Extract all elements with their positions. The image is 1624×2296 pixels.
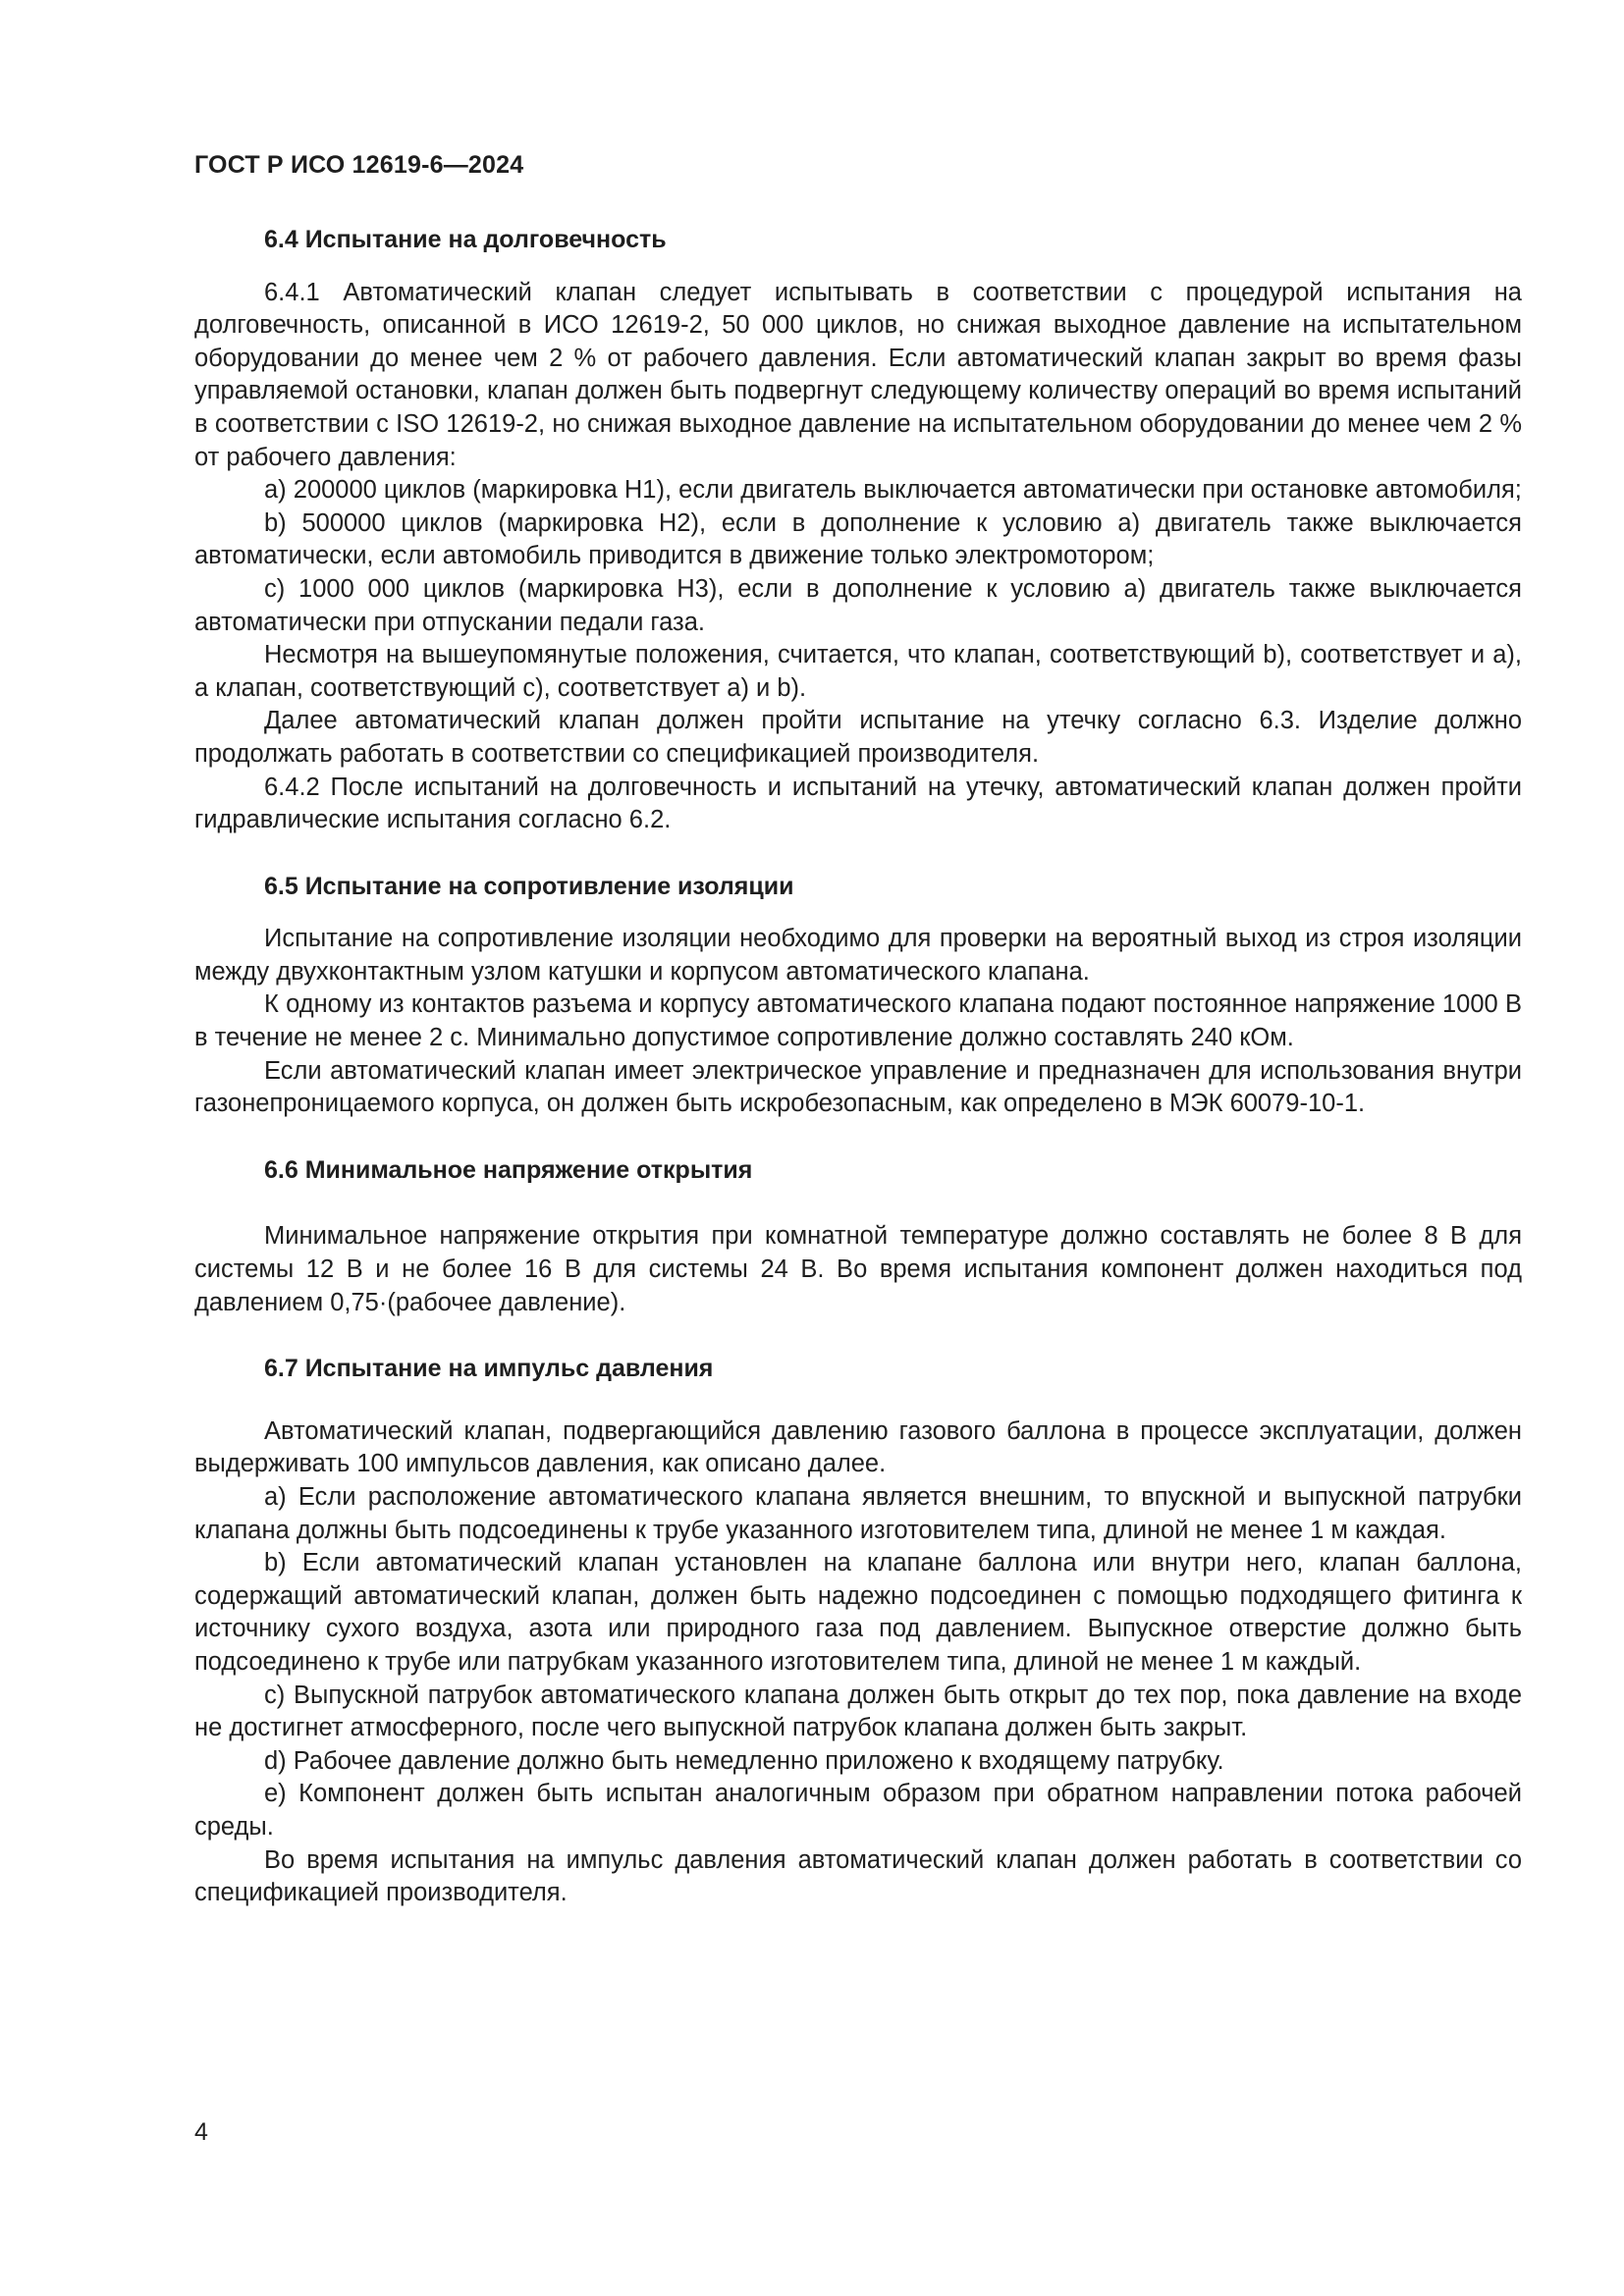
section-6-5 — [194, 871, 1522, 1121]
section-6-4 — [194, 224, 1522, 837]
list-item: a) 200000 циклов (маркировка H1), если двигатель выключается автоматически при остановке автомобиля; — [264, 476, 1522, 505]
section-6-6 — [194, 1154, 1522, 1319]
document-body — [194, 224, 1522, 1910]
document-header: ГОСТ Р ИСО 12619-6—2024 — [194, 151, 524, 179]
list-item: e) Компонент должен быть испытан аналогичным образом при обратном направлении потока рабочей среды. — [194, 1780, 1522, 1841]
section-title: 6.4 Испытание на долговечность — [264, 226, 667, 253]
list-item: b) Если автоматический клапан установлен на клапане баллона или внутри него, клапан баллона, содержащий автоматический клапан, должен быть надежно подсоединен с помощью подходящего фитинга к источнику сухого воздуха, азота или природного газа под давлением. Выпускное отверстие должно быть подсоединено к трубе или патрубкам указанного изготовителем типа, длиной не менее 1 м каждый. — [194, 1549, 1522, 1676]
section-6-7 — [194, 1353, 1522, 1910]
paragraph: Испытание на сопротивление изоляции необходимо для проверки на вероятный выход из строя изоляции между двухконтактным узлом катушки и корпусом автоматического клапана. — [194, 925, 1522, 986]
section-title: 6.5 Испытание на сопротивление изоляции — [264, 872, 794, 900]
page-number: 4 — [194, 2118, 208, 2146]
paragraph: 6.4.2 После испытаний на долговечность и испытаний на утечку, автоматический клапан должен пройти гидравлические испытания согласно 6.2. — [194, 773, 1522, 834]
paragraph: Далее автоматический клапан должен пройти испытание на утечку согласно 6.3. Изделие должно продолжать работать в соответствии со спецификацией производителя. — [194, 707, 1522, 768]
paragraph: Автоматический клапан, подвергающийся давлению газового баллона в процессе эксплуатации, должен выдерживать 100 импульсов давления, как описано далее. — [194, 1416, 1522, 1478]
list-item: b) 500000 циклов (маркировка H2), если в дополнение к условию a) двигатель также выключается автоматически, если автомобиль приводится в движение только электромотором; — [194, 508, 1522, 570]
paragraph: Минимальное напряжение открытия при комнатной температуре должно составлять не более 8 В для системы 12 В и не более 16 В для системы 24 В. Во время испытания компонент должен находиться под давлением 0,75·(рабочее давление). — [194, 1222, 1522, 1316]
section-title: 6.6 Минимальное напряжение открытия — [264, 1155, 753, 1184]
paragraph: Во время испытания на импульс давления автоматический клапан должен работать в соответствии со спецификацией производителя. — [194, 1845, 1522, 1907]
paragraph: К одному из контактов разъема и корпусу автоматического клапана подают постоянное напряжение 1000 В в течение не менее 2 с. Минимально допустимое сопротивление должно составлять 240 кОм. — [194, 990, 1522, 1052]
paragraph: Несмотря на вышеупомянутые положения, считается, что клапан, соответствующий b), соответствует и a), а клапан, соответствующий c), соответствует a) и b). — [194, 641, 1522, 702]
section-title: 6.7 Испытание на импульс давления — [264, 1355, 714, 1383]
list-item: c) 1000 000 циклов (маркировка H3), если в дополнение к условию a) двигатель также выключается автоматически при отпускании педали газа. — [194, 574, 1522, 636]
list-item: d) Рабочее давление должно быть немедленно приложено к входящему патрубку. — [264, 1746, 1224, 1775]
list-item: a) Если расположение автоматического клапана является внешним, то впускной и выпускной патрубки клапана должны быть подсоединены к трубе указанного изготовителем типа, длиной не менее 1 м каждая. — [194, 1483, 1522, 1544]
list-item: c) Выпускной патрубок автоматического клапана должен быть открыт до тех пор, пока давление на входе не достигнет атмосферного, после чего выпускной патрубок клапана должен быть закрыт. — [194, 1681, 1522, 1742]
paragraph: Если автоматический клапан имеет электрическое управление и предназначен для использования внутри газонепроницаемого корпуса, он должен быть искробезопасным, как определено в МЭК 60079-10-1. — [194, 1056, 1522, 1118]
paragraph: 6.4.1 Автоматический клапан следует испытывать в соответствии с процедурой испытания на долговечность, описанной в ИСО 12619-2, 50 000 циклов, но снижая выходное давление на испытательном оборудовании до менее чем 2 % от рабочего давления. Если автоматический клапан закрыт во время фазы управляемой остановки, клапан должен быть подвергнут следующему количеству операций во время испытаний в соответствии с ISO 12619-2, но снижая выходное давление на испытательном оборудовании до менее чем 2 % от рабочего давления: — [194, 278, 1522, 471]
